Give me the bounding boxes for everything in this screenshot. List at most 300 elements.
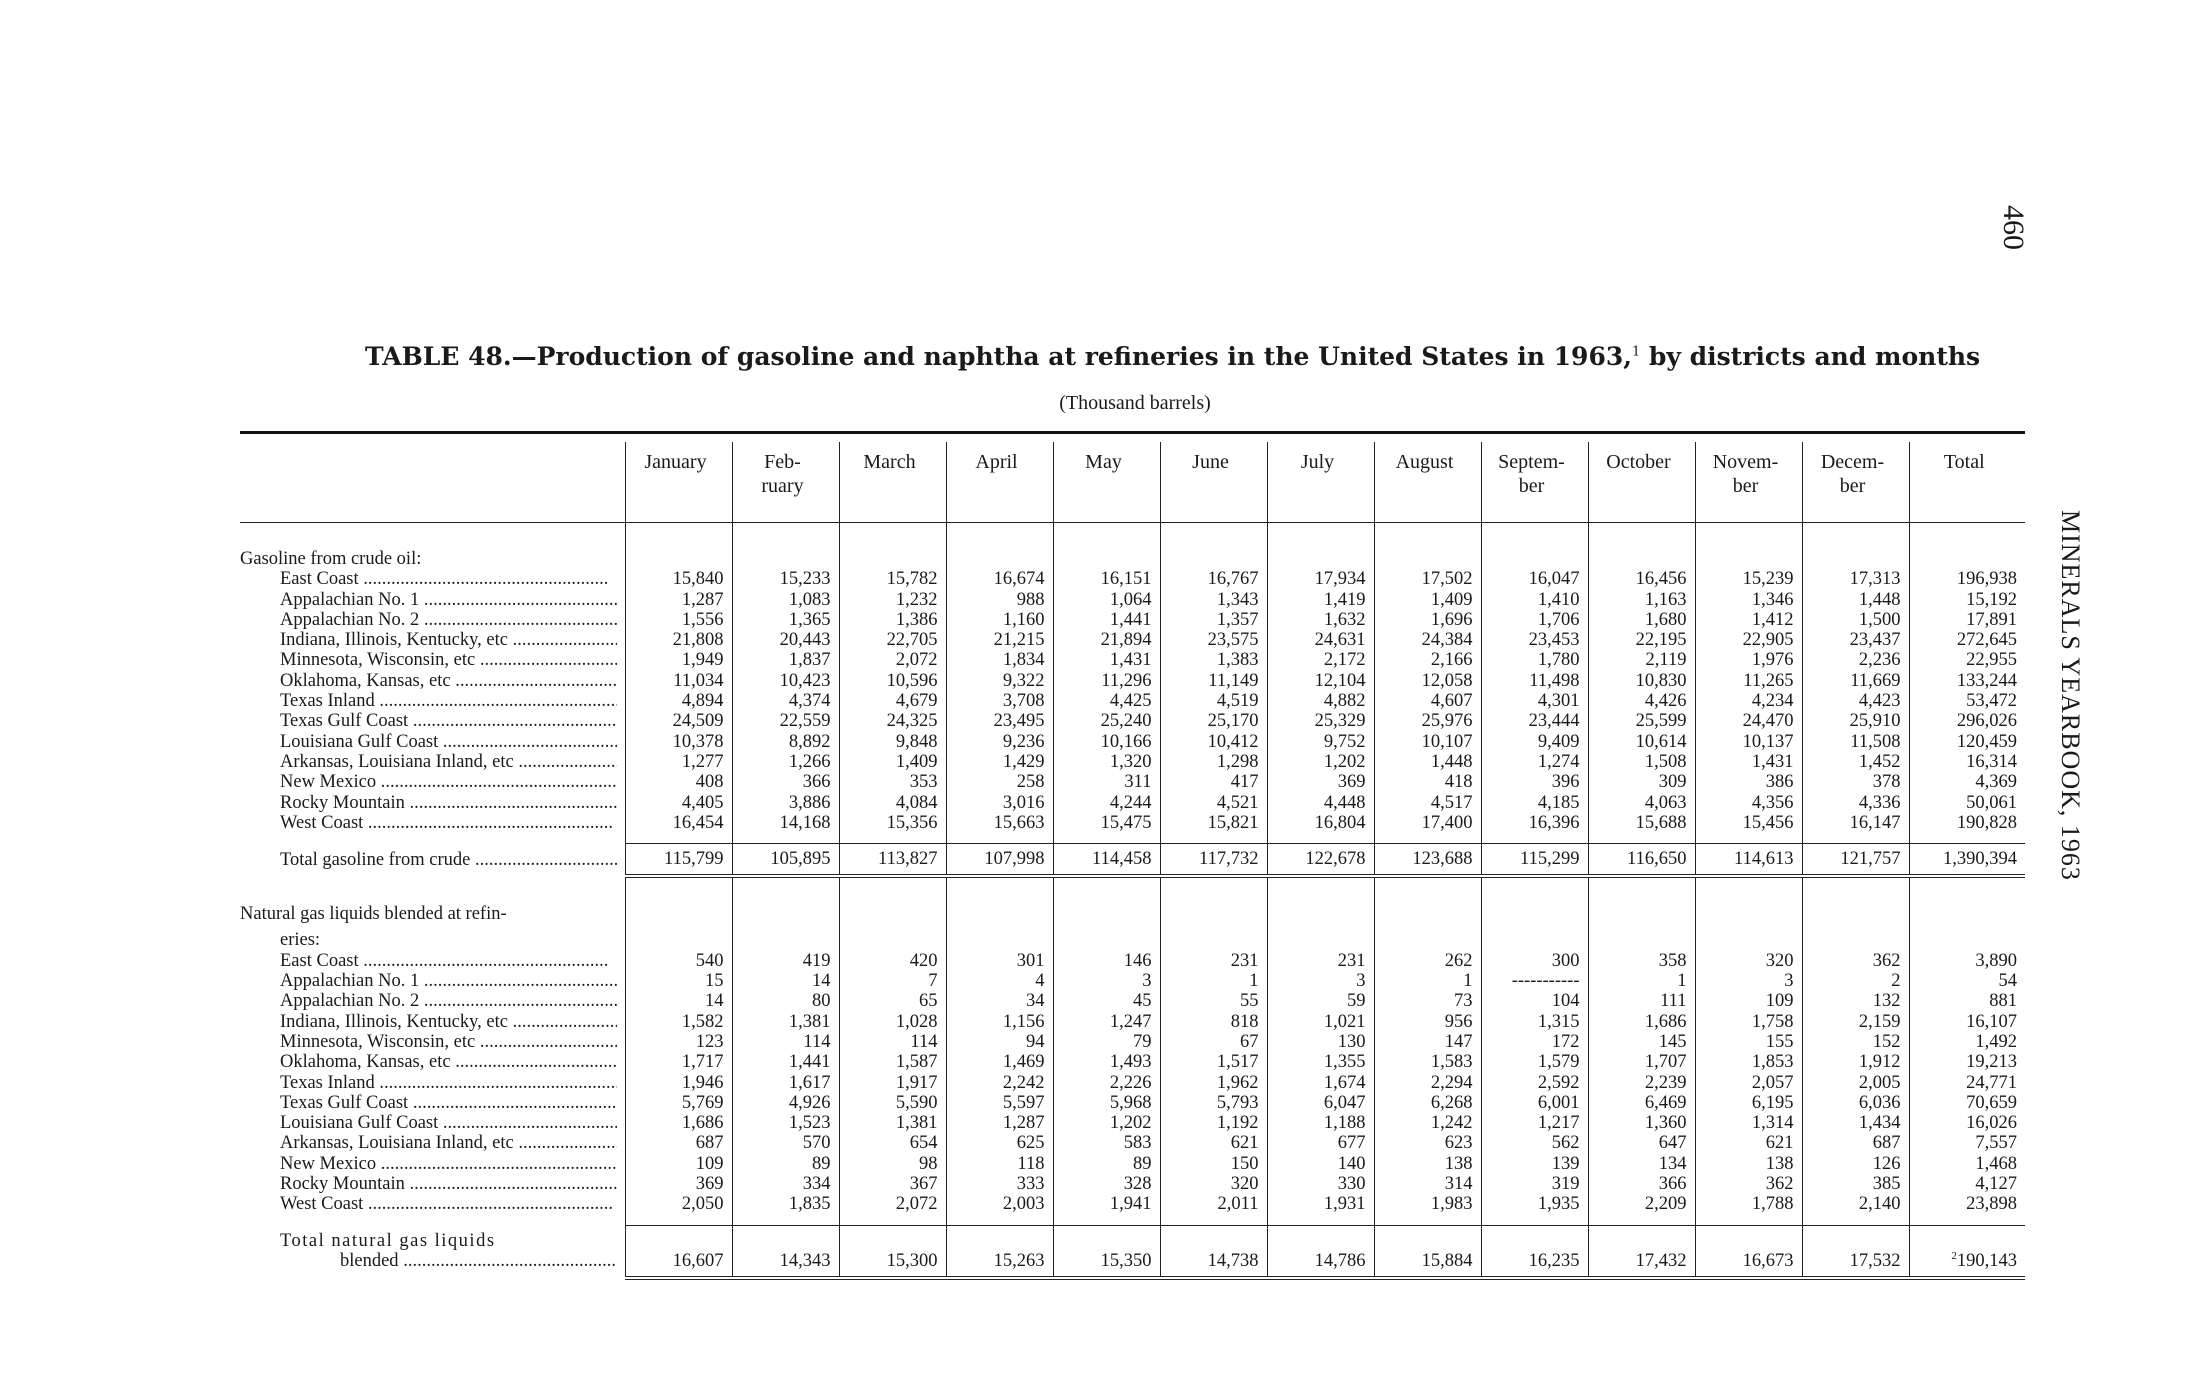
row-label-text: Texas Gulf Coast ..... bbox=[280, 1093, 617, 1113]
value-cell: 1,717 bbox=[625, 1052, 732, 1072]
table-row bbox=[240, 1052, 2025, 1072]
value-cell: 1,788 bbox=[1695, 1194, 1802, 1214]
value-cell: 1,360 bbox=[1588, 1113, 1695, 1133]
value-cell: 16,314 bbox=[1909, 752, 2025, 772]
cell bbox=[1267, 543, 1374, 569]
table-row bbox=[240, 1154, 2025, 1174]
value-cell: 16,674 bbox=[946, 569, 1053, 589]
row-label-text: Oklahoma, Kansas, etc ..... bbox=[280, 671, 617, 691]
value-cell: 2,294 bbox=[1374, 1073, 1481, 1093]
value-cell: 22,559 bbox=[732, 711, 839, 731]
value-cell: 15,356 bbox=[839, 813, 946, 833]
cell bbox=[839, 876, 946, 898]
value-cell: 362 bbox=[1802, 951, 1909, 971]
cell bbox=[839, 924, 946, 950]
value-cell: 419 bbox=[732, 951, 839, 971]
cell bbox=[946, 833, 1053, 844]
value-cell: 2,242 bbox=[946, 1073, 1053, 1093]
data-table bbox=[240, 442, 2025, 1280]
value-cell: 16,151 bbox=[1053, 569, 1160, 589]
value-cell: 5,597 bbox=[946, 1093, 1053, 1113]
value-cell: 104 bbox=[1481, 991, 1588, 1011]
cell bbox=[839, 543, 946, 569]
value-cell: 4,448 bbox=[1267, 793, 1374, 813]
value-cell: 1,202 bbox=[1267, 752, 1374, 772]
value-cell: 4 bbox=[946, 971, 1053, 991]
value-cell: 10,137 bbox=[1695, 732, 1802, 752]
value-cell: 155 bbox=[1695, 1032, 1802, 1052]
value-cell: 11,508 bbox=[1802, 732, 1909, 752]
table-row bbox=[240, 590, 2025, 610]
row-label-text: East Coast ..... bbox=[280, 951, 617, 971]
cell bbox=[1481, 924, 1588, 950]
cell bbox=[1802, 924, 1909, 950]
value-cell: 9,848 bbox=[839, 732, 946, 752]
row-label-text: Minnesota, Wisconsin, etc ..... bbox=[280, 1032, 617, 1052]
value-cell: 301 bbox=[946, 951, 1053, 971]
value-cell: 625 bbox=[946, 1133, 1053, 1153]
column-header: Feb- ruary bbox=[732, 442, 839, 523]
value-cell: 4,244 bbox=[1053, 793, 1160, 813]
value-cell: 1 bbox=[1588, 971, 1695, 991]
value-cell: 24,631 bbox=[1267, 630, 1374, 650]
cell bbox=[946, 924, 1053, 950]
value-cell: 25,170 bbox=[1160, 711, 1267, 731]
value-cell: 15,821 bbox=[1160, 813, 1267, 833]
value-cell: 1,976 bbox=[1695, 650, 1802, 670]
value-cell: 1,835 bbox=[732, 1194, 839, 1214]
value-cell: 4,405 bbox=[625, 793, 732, 813]
value-cell: 23,437 bbox=[1802, 630, 1909, 650]
row-label-text: Rocky Mountain ..... bbox=[280, 1174, 617, 1194]
cell bbox=[1374, 543, 1481, 569]
value-cell: 262 bbox=[1374, 951, 1481, 971]
top-rule bbox=[240, 431, 2025, 434]
section-heading: eries: bbox=[280, 930, 321, 951]
cell bbox=[732, 898, 839, 924]
row-label bbox=[240, 1073, 625, 1093]
value-cell: 4,894 bbox=[625, 691, 732, 711]
table-row bbox=[240, 951, 2025, 971]
section-heading: Natural gas liquids blended at refin- bbox=[240, 904, 507, 925]
value-cell: 16,026 bbox=[1909, 1113, 2025, 1133]
value-cell: 10,423 bbox=[732, 671, 839, 691]
cell bbox=[839, 523, 946, 544]
value-cell: 296,026 bbox=[1909, 711, 2025, 731]
table-row bbox=[240, 569, 2025, 589]
stub-cell bbox=[240, 876, 625, 898]
value-cell: 366 bbox=[732, 772, 839, 792]
value-cell: 15 bbox=[625, 971, 732, 991]
value-cell: 4,882 bbox=[1267, 691, 1374, 711]
cell bbox=[1695, 1215, 1802, 1226]
value-cell: 3 bbox=[1695, 971, 1802, 991]
cell bbox=[1909, 898, 2025, 924]
value-cell: 1,274 bbox=[1481, 752, 1588, 772]
row-label-text: Appalachian No. 1 ..... bbox=[280, 590, 617, 610]
cell bbox=[1160, 833, 1267, 844]
value-cell: 562 bbox=[1481, 1133, 1588, 1153]
value-cell: 17,502 bbox=[1374, 569, 1481, 589]
value-cell: 6,469 bbox=[1588, 1093, 1695, 1113]
value-cell: 1,028 bbox=[839, 1012, 946, 1032]
value-cell: 621 bbox=[1695, 1133, 1802, 1153]
value-cell: 1,434 bbox=[1802, 1113, 1909, 1133]
value-cell: 1,587 bbox=[839, 1052, 946, 1072]
value-cell: 25,240 bbox=[1053, 711, 1160, 731]
spacer-row bbox=[240, 876, 2025, 898]
value-cell: 11,265 bbox=[1695, 671, 1802, 691]
row-label bbox=[240, 1012, 625, 1032]
value-cell: 1,242 bbox=[1374, 1113, 1481, 1133]
value-cell: 132 bbox=[1802, 991, 1909, 1011]
row-label-text: New Mexico ..... bbox=[280, 772, 617, 792]
value-cell: 22,705 bbox=[839, 630, 946, 650]
value-cell: 334 bbox=[732, 1174, 839, 1194]
row-label-text: Oklahoma, Kansas, etc ..... bbox=[280, 1052, 617, 1072]
value-cell: 118 bbox=[946, 1154, 1053, 1174]
value-cell: 583 bbox=[1053, 1133, 1160, 1153]
value-cell: 109 bbox=[625, 1154, 732, 1174]
value-cell: 396 bbox=[1481, 772, 1588, 792]
value-cell: 4,374 bbox=[732, 691, 839, 711]
cell bbox=[1481, 543, 1588, 569]
table-row bbox=[240, 752, 2025, 772]
value-cell: 22,955 bbox=[1909, 650, 2025, 670]
value-cell: 367 bbox=[839, 1174, 946, 1194]
value-cell: 122,678 bbox=[1267, 844, 1374, 877]
column-header: June bbox=[1160, 442, 1267, 523]
table-row bbox=[240, 671, 2025, 691]
value-cell: 330 bbox=[1267, 1174, 1374, 1194]
table-row bbox=[240, 772, 2025, 792]
value-cell: 1,163 bbox=[1588, 590, 1695, 610]
stub-cell bbox=[240, 833, 625, 844]
total-label-line1: Total natural gas liquids bbox=[280, 1231, 496, 1252]
cell bbox=[1588, 924, 1695, 950]
cell bbox=[1802, 898, 1909, 924]
value-cell: 1,935 bbox=[1481, 1194, 1588, 1214]
value-cell: 4,336 bbox=[1802, 793, 1909, 813]
total-label bbox=[240, 1225, 625, 1278]
row-label bbox=[240, 711, 625, 731]
value-cell: 4,423 bbox=[1802, 691, 1909, 711]
row-label bbox=[240, 971, 625, 991]
value-cell: 34 bbox=[946, 991, 1053, 1011]
table-row bbox=[240, 1073, 2025, 1093]
value-cell: 24,325 bbox=[839, 711, 946, 731]
value-cell: 1,160 bbox=[946, 610, 1053, 630]
table-title bbox=[365, 342, 1981, 371]
value-cell: 366 bbox=[1588, 1174, 1695, 1194]
value-cell: 1,583 bbox=[1374, 1052, 1481, 1072]
value-cell: 1 bbox=[1160, 971, 1267, 991]
value-cell: 1,381 bbox=[839, 1113, 946, 1133]
total-label-line2: blended ..... bbox=[280, 1251, 617, 1271]
value-cell: 1,837 bbox=[732, 650, 839, 670]
value-cell: 4,234 bbox=[1695, 691, 1802, 711]
value-cell: 59 bbox=[1267, 991, 1374, 1011]
row-label bbox=[240, 671, 625, 691]
value-cell: 1,188 bbox=[1267, 1113, 1374, 1133]
row-label bbox=[240, 732, 625, 752]
value-cell: 12,104 bbox=[1267, 671, 1374, 691]
value-cell: 417 bbox=[1160, 772, 1267, 792]
table-row bbox=[240, 971, 2025, 991]
value-cell: 2,072 bbox=[839, 650, 946, 670]
value-cell: 6,268 bbox=[1374, 1093, 1481, 1113]
value-cell: 1,266 bbox=[732, 752, 839, 772]
value-cell: 2,209 bbox=[1588, 1194, 1695, 1214]
value-cell: 115,299 bbox=[1481, 844, 1588, 877]
value-cell: 4,127 bbox=[1909, 1174, 2025, 1194]
value-cell: 10,166 bbox=[1053, 732, 1160, 752]
value-cell: 621 bbox=[1160, 1133, 1267, 1153]
row-label bbox=[240, 630, 625, 650]
value-cell: 647 bbox=[1588, 1133, 1695, 1153]
cell bbox=[1053, 876, 1160, 898]
cell bbox=[1374, 833, 1481, 844]
total-value: 15,300 bbox=[839, 1225, 946, 1278]
value-cell: 818 bbox=[1160, 1012, 1267, 1032]
row-label bbox=[240, 569, 625, 589]
value-cell: 1,674 bbox=[1267, 1073, 1374, 1093]
cell bbox=[1695, 898, 1802, 924]
total-value: 14,343 bbox=[732, 1225, 839, 1278]
table-row bbox=[240, 732, 2025, 752]
value-cell: 109 bbox=[1695, 991, 1802, 1011]
value-cell: 2,050 bbox=[625, 1194, 732, 1214]
cell bbox=[1695, 523, 1802, 544]
row-label-text: Appalachian No. 2 ..... bbox=[280, 610, 617, 630]
table-row bbox=[240, 793, 2025, 813]
value-cell: 53,472 bbox=[1909, 691, 2025, 711]
value-cell: 378 bbox=[1802, 772, 1909, 792]
value-cell: 6,001 bbox=[1481, 1093, 1588, 1113]
table-row bbox=[240, 1032, 2025, 1052]
value-cell: 5,968 bbox=[1053, 1093, 1160, 1113]
value-cell: 24,771 bbox=[1909, 1073, 2025, 1093]
cell bbox=[625, 833, 732, 844]
value-cell: 10,107 bbox=[1374, 732, 1481, 752]
row-label-text: New Mexico ..... bbox=[280, 1154, 617, 1174]
value-cell: 16,147 bbox=[1802, 813, 1909, 833]
row-label-text: Appalachian No. 1 ..... bbox=[280, 971, 617, 991]
value-cell: 231 bbox=[1160, 951, 1267, 971]
value-cell: 300 bbox=[1481, 951, 1588, 971]
value-cell: 1,277 bbox=[625, 752, 732, 772]
row-label-text: Rocky Mountain ..... bbox=[280, 793, 617, 813]
value-cell: 2,005 bbox=[1802, 1073, 1909, 1093]
value-cell: 1,912 bbox=[1802, 1052, 1909, 1072]
value-cell: 25,599 bbox=[1588, 711, 1695, 731]
column-header: August bbox=[1374, 442, 1481, 523]
cell bbox=[1695, 876, 1802, 898]
value-cell: 311 bbox=[1053, 772, 1160, 792]
cell bbox=[1588, 833, 1695, 844]
value-cell: 1,410 bbox=[1481, 590, 1588, 610]
value-cell: 5,793 bbox=[1160, 1093, 1267, 1113]
running-head: MINERALS YEARBOOK, 1963 bbox=[2056, 510, 2085, 881]
column-header: May bbox=[1053, 442, 1160, 523]
spacer-row bbox=[240, 523, 2025, 544]
value-cell: 1,492 bbox=[1909, 1032, 2025, 1052]
value-cell: 24,509 bbox=[625, 711, 732, 731]
value-cell: 80 bbox=[732, 991, 839, 1011]
section-heading-row bbox=[240, 898, 2025, 924]
cell bbox=[1267, 833, 1374, 844]
value-cell: 16,456 bbox=[1588, 569, 1695, 589]
total-value: 16,673 bbox=[1695, 1225, 1802, 1278]
value-cell: 14 bbox=[732, 971, 839, 991]
value-cell: 4,517 bbox=[1374, 793, 1481, 813]
table-row bbox=[240, 1194, 2025, 1214]
column-header: Septem- ber bbox=[1481, 442, 1588, 523]
cell bbox=[1374, 523, 1481, 544]
stub-cell bbox=[240, 1215, 625, 1226]
row-label bbox=[240, 844, 625, 877]
cell bbox=[1481, 523, 1588, 544]
value-cell: 1,931 bbox=[1267, 1194, 1374, 1214]
cell bbox=[1695, 924, 1802, 950]
value-cell: 7,557 bbox=[1909, 1133, 2025, 1153]
value-cell: 1,686 bbox=[1588, 1012, 1695, 1032]
value-cell: 2,119 bbox=[1588, 650, 1695, 670]
value-cell: 67 bbox=[1160, 1032, 1267, 1052]
value-cell: 3,016 bbox=[946, 793, 1053, 813]
value-cell: 4,425 bbox=[1053, 691, 1160, 711]
value-cell: 94 bbox=[946, 1032, 1053, 1052]
value-cell: 12,058 bbox=[1374, 671, 1481, 691]
value-cell: 1,441 bbox=[732, 1052, 839, 1072]
cell bbox=[1481, 898, 1588, 924]
cell bbox=[1160, 523, 1267, 544]
value-cell: 114,458 bbox=[1053, 844, 1160, 877]
value-cell: 1,357 bbox=[1160, 610, 1267, 630]
table-row bbox=[240, 991, 2025, 1011]
row-label bbox=[240, 1113, 625, 1133]
title-text: TABLE 48.—Production of gasoline and naphtha at refineries in the United States in 1963, bbox=[365, 342, 1632, 371]
value-cell: 1,192 bbox=[1160, 1113, 1267, 1133]
total-value: 17,432 bbox=[1588, 1225, 1695, 1278]
value-cell: 369 bbox=[625, 1174, 732, 1194]
cell bbox=[1267, 924, 1374, 950]
cell bbox=[1160, 876, 1267, 898]
value-cell: 1,680 bbox=[1588, 610, 1695, 630]
value-cell: 2 bbox=[1802, 971, 1909, 991]
table-row bbox=[240, 711, 2025, 731]
value-cell: 1,083 bbox=[732, 590, 839, 610]
value-cell: 24,384 bbox=[1374, 630, 1481, 650]
value-cell: 2,159 bbox=[1802, 1012, 1909, 1032]
column-header: July bbox=[1267, 442, 1374, 523]
value-cell: 1,834 bbox=[946, 650, 1053, 670]
cell bbox=[625, 876, 732, 898]
total-value: 15,350 bbox=[1053, 1225, 1160, 1278]
cell bbox=[839, 898, 946, 924]
row-label bbox=[240, 752, 625, 772]
row-label bbox=[240, 951, 625, 971]
table-row bbox=[240, 630, 2025, 650]
value-cell: 881 bbox=[1909, 991, 2025, 1011]
value-cell: 17,313 bbox=[1802, 569, 1909, 589]
value-cell: 133,244 bbox=[1909, 671, 2025, 691]
value-cell: 146 bbox=[1053, 951, 1160, 971]
value-cell: 1,390,394 bbox=[1909, 844, 2025, 877]
value-cell: 196,938 bbox=[1909, 569, 2025, 589]
value-cell: 9,409 bbox=[1481, 732, 1588, 752]
total-value: 17,532 bbox=[1802, 1225, 1909, 1278]
value-cell: 145 bbox=[1588, 1032, 1695, 1052]
value-cell: 115,799 bbox=[625, 844, 732, 877]
row-label-text: Minnesota, Wisconsin, etc ..... bbox=[280, 650, 617, 670]
cell bbox=[732, 924, 839, 950]
cell bbox=[1374, 898, 1481, 924]
table-row bbox=[240, 1113, 2025, 1133]
value-cell: 23,575 bbox=[1160, 630, 1267, 650]
row-label bbox=[240, 793, 625, 813]
spacer-row bbox=[240, 1215, 2025, 1226]
cell bbox=[732, 523, 839, 544]
value-cell: 1,315 bbox=[1481, 1012, 1588, 1032]
value-cell: 23,453 bbox=[1481, 630, 1588, 650]
value-cell: 314 bbox=[1374, 1174, 1481, 1194]
cell bbox=[625, 924, 732, 950]
value-cell: 1,217 bbox=[1481, 1113, 1588, 1133]
value-cell: 1,156 bbox=[946, 1012, 1053, 1032]
value-cell: 258 bbox=[946, 772, 1053, 792]
row-label-text: West Coast ..... bbox=[280, 1194, 617, 1214]
cell bbox=[1909, 833, 2025, 844]
title-footnote-mark: 1 bbox=[1631, 344, 1641, 360]
row-label bbox=[240, 991, 625, 1011]
value-cell: 21,215 bbox=[946, 630, 1053, 650]
value-cell: 2,072 bbox=[839, 1194, 946, 1214]
cell bbox=[732, 876, 839, 898]
cell bbox=[1053, 898, 1160, 924]
row-label bbox=[240, 772, 625, 792]
value-cell: 139 bbox=[1481, 1154, 1588, 1174]
value-cell: 1,758 bbox=[1695, 1012, 1802, 1032]
row-label bbox=[240, 1194, 625, 1214]
total-footnote-mark: 2 bbox=[1951, 1250, 1957, 1263]
value-cell: 9,236 bbox=[946, 732, 1053, 752]
value-cell: 2,236 bbox=[1802, 650, 1909, 670]
stub-cell bbox=[240, 523, 625, 544]
value-cell: 4,084 bbox=[839, 793, 946, 813]
row-label bbox=[240, 650, 625, 670]
value-cell: 16,454 bbox=[625, 813, 732, 833]
value-cell: 123,688 bbox=[1374, 844, 1481, 877]
column-header: January bbox=[625, 442, 732, 523]
value-cell: 988 bbox=[946, 590, 1053, 610]
row-label-text: Indiana, Illinois, Kentucky, etc ..... bbox=[280, 1012, 617, 1032]
value-cell: 14 bbox=[625, 991, 732, 1011]
value-cell: 11,149 bbox=[1160, 671, 1267, 691]
value-cell: 16,767 bbox=[1160, 569, 1267, 589]
cell bbox=[1374, 1215, 1481, 1226]
value-cell: 15,192 bbox=[1909, 590, 2025, 610]
value-cell: 1,500 bbox=[1802, 610, 1909, 630]
value-cell: 1,320 bbox=[1053, 752, 1160, 772]
value-cell: 130 bbox=[1267, 1032, 1374, 1052]
value-cell: 654 bbox=[839, 1133, 946, 1153]
total-value: 15,884 bbox=[1374, 1225, 1481, 1278]
value-cell: 320 bbox=[1160, 1174, 1267, 1194]
cell bbox=[1481, 876, 1588, 898]
value-cell: 408 bbox=[625, 772, 732, 792]
row-label-text: Texas Inland ..... bbox=[280, 691, 617, 711]
